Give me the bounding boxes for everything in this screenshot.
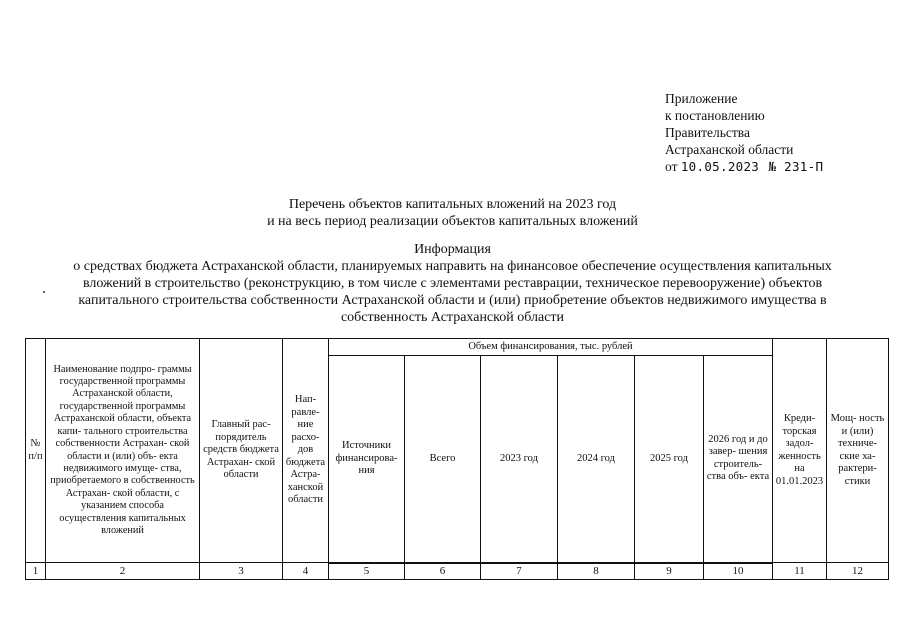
info-line-1: о средствах бюджета Астраханской области, планируемых направить на финансовое обеспечение осуществления капитальных: [73, 259, 832, 274]
capital-investment-table: [25, 338, 889, 580]
column-number-cell: 8: [558, 563, 635, 580]
header-number: № п/п: [26, 339, 46, 563]
info-line-3: капитального строительства собственности Астраханской области и (или) приобретение объектов недвижимого имущества в: [78, 293, 827, 308]
header-main-manager: Главный рас- порядитель средств бюджета Астрахан- ской области: [200, 339, 283, 563]
column-number-cell: 12: [827, 563, 889, 580]
resolution-date: 10.05.2023: [680, 159, 760, 174]
header-expense-direction: Нап- равле- ние расхо- дов бюджета Астра- ханской области: [283, 339, 329, 563]
document-title-line-2: и на весь период реализации объектов капитальных вложений: [267, 214, 638, 229]
appendix-line-2: к постановлению: [665, 108, 765, 123]
scan-speck: [43, 291, 45, 293]
column-number-cell: 4: [283, 563, 329, 580]
column-number-cell: 7: [481, 563, 558, 580]
header-capacity: Мощ- ность и (или) техниче- ские ха- рактери- стики: [827, 339, 889, 563]
info-heading: Информация: [414, 242, 491, 257]
column-number-cell: 6: [405, 563, 481, 580]
header-accounts-payable: Креди- торская задол- женность на 01.01.2023: [773, 339, 827, 563]
header-year-2026-plus: 2026 год и до завер- шения строитель- ства объ- екта: [704, 356, 773, 563]
resolution-number: № 231-П: [768, 159, 824, 174]
column-number-cell: 2: [46, 563, 200, 580]
info-line-4: собственность Астраханской области: [340, 310, 565, 325]
header-total: Всего: [405, 356, 481, 563]
appendix-line-1: Приложение: [665, 91, 738, 106]
from-label: от: [665, 159, 678, 174]
header-year-2025: 2025 год: [635, 356, 704, 563]
header-object-name: Наименование подпро- граммы государственной программы Астраханской области, государственной программы Астраханской области, объекта капи- тального строительства собственности Астрахан- ской области и (или) объ- екта недвижимого имуще- ства, приобретаемого в собственность Астрахан- ской области, с указанием способа осуществления капитальных вложений: [46, 339, 200, 563]
column-number-cell: 3: [200, 563, 283, 580]
header-funding-sources: Источники финансирова- ния: [329, 356, 405, 563]
column-number-cell: 1: [26, 563, 46, 580]
column-number-cell: 11: [773, 563, 827, 580]
header-year-2024: 2024 год: [558, 356, 635, 563]
appendix-line-3: Правительства: [665, 125, 750, 140]
header-year-2023: 2023 год: [481, 356, 558, 563]
appendix-block: [665, 90, 895, 175]
info-line-2: вложений в строительство (реконструкцию, в том числе с элементами реставрации, техническое перевооружение) объектов: [82, 276, 823, 291]
document-title-line-1: Перечень объектов капитальных вложений на 2023 год: [288, 197, 617, 212]
column-number-cell: 9: [635, 563, 704, 580]
column-number-cell: 5: [329, 563, 405, 580]
appendix-date-line: [665, 158, 895, 175]
column-number-cell: 10: [704, 563, 773, 580]
appendix-line-4: Астраханской области: [665, 142, 794, 157]
header-financing-volume: Объем финансирования, тыс. рублей: [329, 339, 773, 356]
